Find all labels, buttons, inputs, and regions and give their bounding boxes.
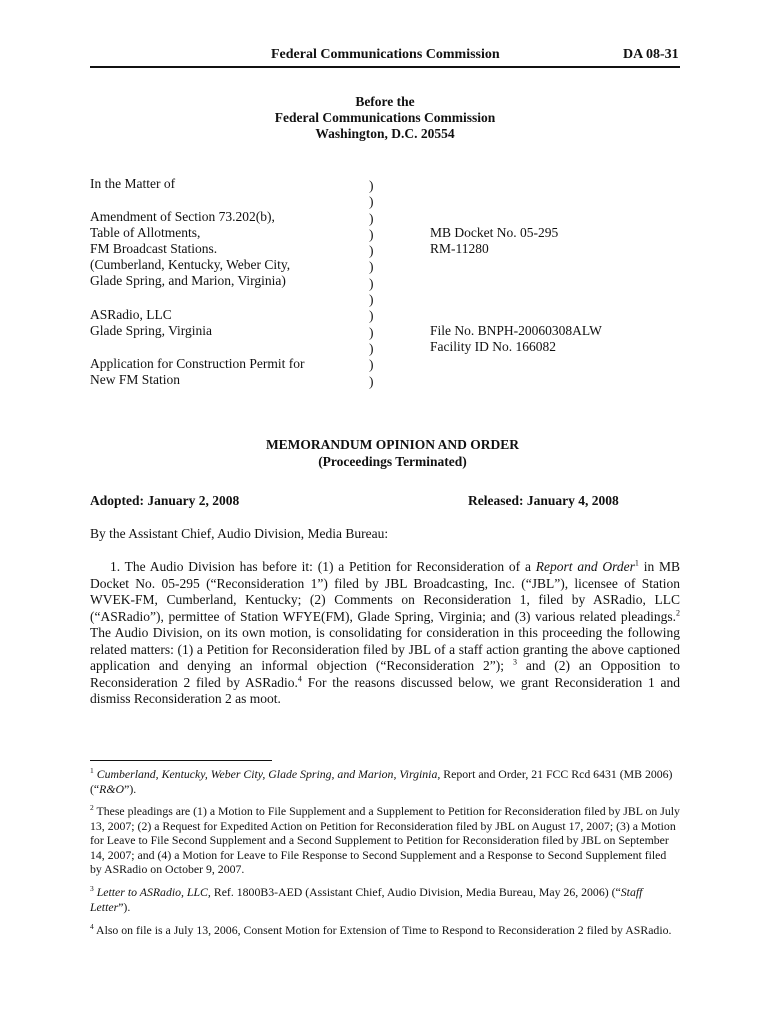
caption-paren: ) (369, 226, 374, 242)
rm-number: RM-11280 (430, 241, 489, 256)
caption-application (90, 356, 304, 388)
footnote-3 (90, 885, 680, 914)
caption-amendment (90, 209, 290, 289)
footnote-1 (90, 767, 680, 796)
header-agency: Federal Communications Commission (271, 47, 500, 62)
footnote-number: 3 (90, 884, 94, 894)
footnote-ref-3[interactable]: 3 (512, 657, 517, 667)
caption-parens-column (369, 178, 374, 390)
in-the-matter: In the Matter of (90, 176, 176, 191)
caption-party (90, 307, 212, 339)
application-line: Application for Construction Permit for (90, 356, 305, 371)
footnote-number: 1 (90, 766, 94, 776)
caption-paren: ) (369, 178, 374, 193)
caption-paren: ) (369, 340, 374, 356)
party-line: Glade Spring, Virginia (90, 323, 213, 338)
caption-paren: ) (369, 373, 374, 389)
footnote-2 (90, 804, 680, 877)
amendment-line: (Cumberland, Kentucky, Weber City, (90, 257, 291, 272)
footnote-ref-4[interactable]: 4 (297, 674, 302, 683)
party-line: ASRadio, LLC (90, 307, 172, 322)
footnote-italic: R&O (99, 781, 125, 796)
paragraph-text: For the reasons discussed below, we grant Reconsideration 1 and dismiss Reconsideration 2 as moot. (90, 674, 680, 706)
footnote-italic: Staff Letter (90, 885, 643, 914)
file-number: File No. BNPH-20060308ALW (430, 323, 602, 338)
footnote-ref-1[interactable]: 1 (634, 558, 639, 568)
document-title: MEMORANDUM OPINION AND ORDER (265, 437, 520, 452)
caption-paren: ) (369, 194, 374, 210)
caption-paren: ) (369, 275, 374, 291)
amendment-line: Table of Allotments, (90, 225, 201, 240)
paragraph-1 (90, 559, 680, 708)
caption-paren: ) (369, 210, 374, 226)
paragraph-text: and (2) an Opposition to Reconsideration 2 filed by ASRadio. (90, 658, 680, 690)
amendment-line: FM Broadcast Stations. (90, 241, 218, 256)
before-line-2: Federal Communications Commission (274, 110, 496, 125)
amendment-line: Glade Spring, and Marion, Virginia) (90, 273, 286, 288)
amendment-line: Amendment of Section 73.202(b), (90, 209, 275, 224)
paragraph-text: 1. The Audio Division has before it: (1) a Petition for Reconsideration of a (110, 559, 536, 574)
paragraph-text: The Audio Division, on its own motion, is consolidating for consideration in this proceeding the following related matters: (1) a Petition for Reconsideration filed by JBL of a staff action granting the above captioned application and denying an informal objection (“Reconsideration 2”); (90, 625, 680, 673)
facility-id: Facility ID No. 166082 (430, 339, 556, 354)
caption-paren: ) (369, 324, 374, 340)
footnote-number: 4 (90, 922, 94, 932)
paragraph-text: in MB Docket No. 05-295 (“Reconsideration 1”) filed by JBL Broadcasting, Inc. (“JBL”), licensee of Station WVEK-FM, Cumberland, Kentucky; (2) Comments on Reconsideration 1, filed by ASRadio, LLC (“ASRadio”), permittee of Station WFYE(FM), Glade Spring, Virginia; and (3) various related pleadings. (90, 559, 681, 624)
footnote-text: ”). (118, 899, 131, 914)
before-line-1: Before the (355, 94, 415, 109)
before-line-3: Washington, D.C. 20554 (315, 126, 455, 141)
footnote-ref-2[interactable]: 2 (676, 608, 680, 617)
caption-paren: ) (369, 259, 374, 275)
footnote-number: 2 (90, 803, 94, 813)
header-rule (90, 66, 680, 68)
footnote-separator (90, 760, 272, 761)
mb-docket-number: MB Docket No. 05-295 (430, 225, 559, 240)
footnote-4 (90, 923, 680, 938)
byline: By the Assistant Chief, Audio Division, Media Bureau: (90, 526, 389, 541)
footnote-italic: Letter to ASRadio, LLC, (93, 885, 211, 899)
caption-paren: ) (369, 357, 374, 373)
report-and-order-italic: Report and Order (535, 559, 635, 574)
footnote-text: Ref. 1800B3-AED (Assistant Chief, Audio Division, Media Bureau, May 26, 2006) (“ (210, 885, 621, 899)
released-date: Released: January 4, 2008 (468, 493, 619, 508)
footnote-text: ”). (124, 781, 137, 796)
footnote-text: These pleadings are (1) a Motion to File Supplement and a Supplement to Petition for Reconsideration filed by JBL on July 13, 2007; (2) a Request for Expedited Action on Petition for Reconsideration filed by JBL on August 17, 2007; (3) a Motion for Leave to File Second Supplement and a Second Supplement to Petition for Reconsideration filed by JBL on September 14, 2007; and (4) a Motion for Leave to File Response to Second Supplement and a Response to Second Supplement filed by ASRadio on October 9, 2007. (90, 804, 680, 876)
caption-paren: ) (369, 308, 374, 324)
footnote-italic: Cumberland, Kentucky, Weber City, Glade Spring, and Marion, Virginia, (93, 767, 441, 781)
document-subtitle: (Proceedings Terminated) (318, 454, 467, 469)
caption-paren: ) (369, 292, 374, 308)
caption-paren: ) (369, 243, 374, 259)
adopted-date: Adopted: January 2, 2008 (90, 493, 240, 508)
footnote-text: Report and Order, 21 FCC Rcd 6431 (MB 2006) (“ (90, 767, 673, 796)
header-document-number: DA 08-31 (623, 47, 679, 62)
application-line: New FM Station (90, 372, 181, 387)
footnote-text: Also on file is a July 13, 2006, Consent Motion for Extension of Time to Respond to Reconsideration 2 filed by ASRadio. (93, 923, 672, 937)
